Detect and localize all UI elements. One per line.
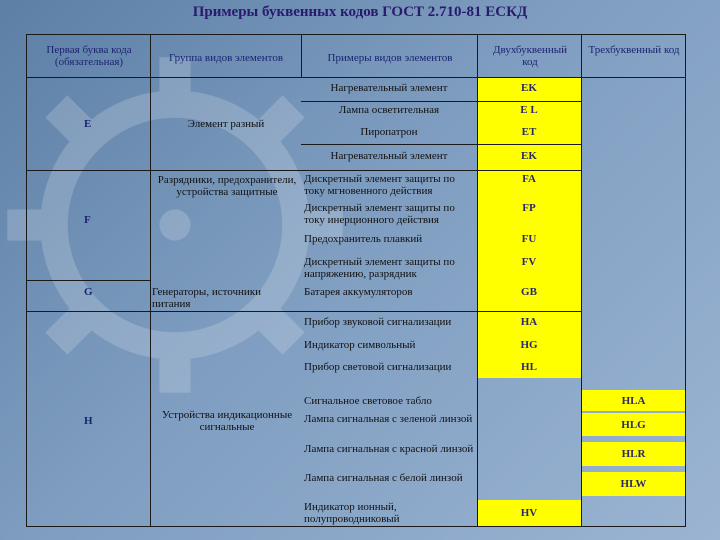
- page-title: Примеры буквенных кодов ГОСТ 2.710-81 ЕСКД: [192, 4, 528, 20]
- example-text: Лампа сигнальная с зеленой линзой: [304, 413, 473, 425]
- example-text: Прибор звуковой сигнализации: [304, 316, 452, 328]
- example-text: Индикатор ионный, полупроводниковый: [304, 501, 400, 525]
- example-text: Нагревательный элемент: [330, 82, 448, 94]
- grid-row-line: [301, 144, 581, 145]
- example-text: Батарея аккумуляторов: [304, 286, 413, 298]
- example-text: Дискретный элемент защиты по напряжению, разрядник: [304, 256, 455, 280]
- grid-row-line: [26, 170, 581, 171]
- header-three-letter: Трехбуквенный код: [588, 44, 680, 56]
- group-name-g: Генераторы, источники питания: [152, 286, 262, 310]
- three-letter-code: HLA: [621, 395, 646, 407]
- two-letter-code: FV: [521, 256, 537, 268]
- example-text: Лампа сигнальная с красной линзой: [304, 443, 474, 455]
- two-letter-code: E L: [520, 104, 538, 116]
- three-letter-code: HLW: [620, 478, 647, 490]
- two-letter-code: HV: [520, 507, 538, 519]
- example-text: Дискретный элемент защиты по току мгновенного действия: [304, 173, 455, 197]
- group-letter-h: H: [84, 415, 93, 427]
- header-first-letter: Первая буква кода (обязательная): [46, 44, 132, 68]
- grid-col-2-header: [301, 34, 302, 78]
- example-text: Лампа осветительная: [338, 104, 440, 116]
- grid-col-1: [150, 34, 151, 527]
- two-letter-code: FU: [521, 233, 537, 245]
- header-two-letter: Двухбуквенный код: [493, 44, 567, 68]
- example-text: Сигнальное световое табло: [304, 395, 432, 407]
- two-letter-code: EK: [521, 150, 537, 162]
- grid-row-line: [301, 101, 581, 102]
- header-group: Группа видов элементов: [168, 52, 284, 64]
- example-text: Предохранитель плавкий: [304, 233, 423, 245]
- two-letter-code: HL: [521, 361, 537, 373]
- example-text: Индикатор символьный: [304, 339, 416, 351]
- two-letter-code: FP: [522, 202, 536, 214]
- group-letter-f: F: [84, 214, 91, 226]
- three-letter-code: HLG: [621, 419, 646, 431]
- group-letter-g: G: [84, 286, 93, 298]
- two-letter-code: GB: [521, 286, 537, 298]
- grid-bottom: [26, 526, 686, 527]
- example-text: Лампа сигнальная с белой линзой: [304, 472, 463, 484]
- grid-top: [26, 34, 686, 35]
- group-name-f: Разрядники, предохранители, устройства защитные: [157, 174, 297, 198]
- example-text: Нагревательный элемент: [330, 150, 448, 162]
- two-letter-code: HA: [520, 316, 538, 328]
- two-letter-code: FA: [522, 173, 536, 185]
- header-examples: Примеры видов элементов: [327, 52, 453, 64]
- two-letter-code: HG: [520, 339, 538, 351]
- two-letter-code: ET: [521, 126, 537, 138]
- example-text: Пиропатрон: [360, 126, 418, 138]
- group-letter-e: E: [84, 118, 92, 130]
- example-text: Дискретный элемент защиты по току инерционного действия: [304, 202, 455, 226]
- grid-row-line: [26, 280, 150, 281]
- group-name-e: Элемент разный: [187, 118, 265, 130]
- grid-header-bottom: [26, 77, 686, 78]
- group-name-h: Устройства индикационные сигнальные: [161, 409, 293, 433]
- two-letter-code: EK: [521, 82, 537, 94]
- example-text: Прибор световой сигнализации: [304, 361, 452, 373]
- three-letter-code: HLR: [621, 448, 646, 460]
- grid-row-line: [26, 311, 581, 312]
